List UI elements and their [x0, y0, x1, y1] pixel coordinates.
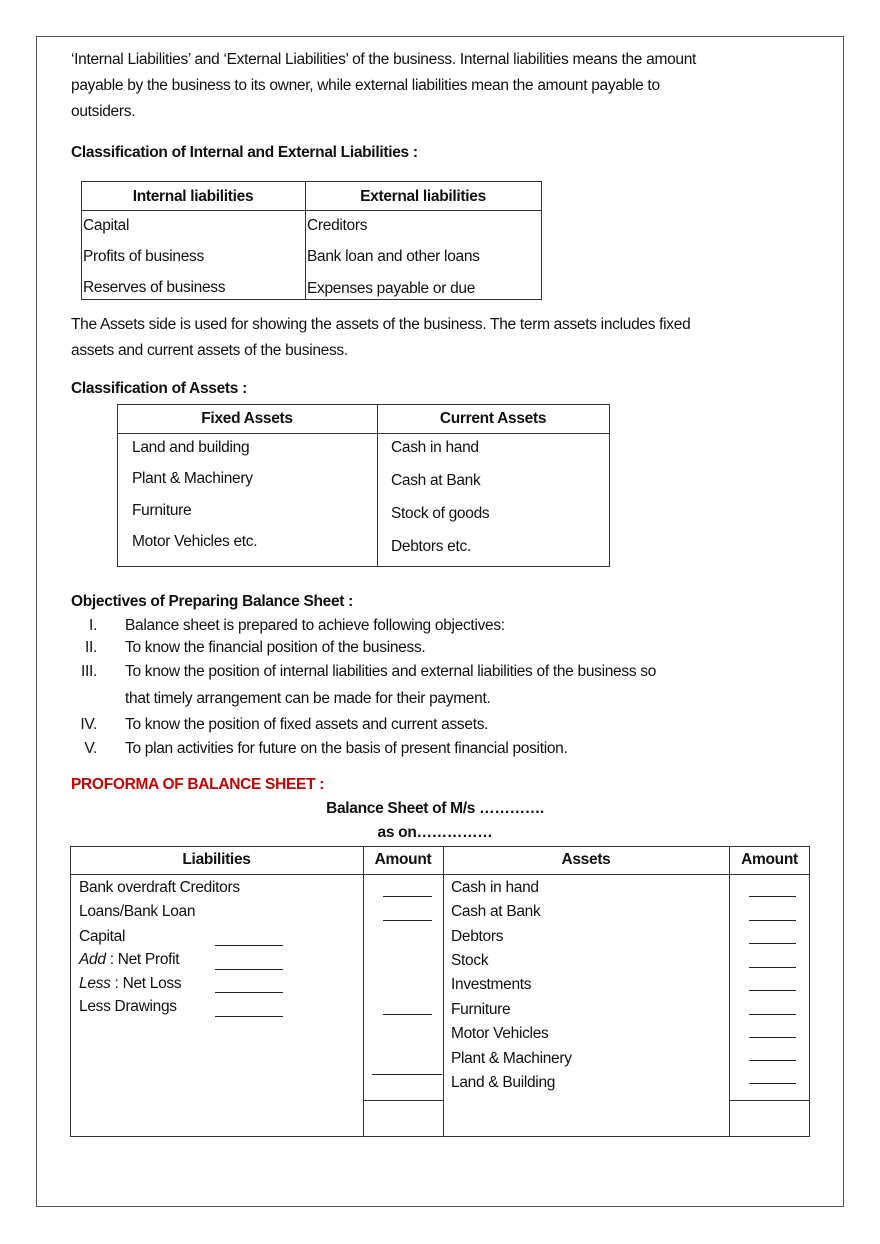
- blank-line: [749, 943, 796, 944]
- list-item: To know the position of fixed assets and current assets.: [125, 716, 489, 733]
- liab-class-heading: Classification of Internal and External Liabilities :: [71, 144, 418, 161]
- col-header: Current Assets: [439, 410, 547, 427]
- cell: Stock of goods: [391, 505, 490, 522]
- list-number: I.: [88, 617, 97, 634]
- blank-line: [749, 990, 796, 991]
- list-item-continued: that timely arrangement can be made for their payment.: [125, 690, 491, 707]
- list-item: To know the financial position of the business.: [125, 639, 426, 656]
- cell: Plant & Machinery: [132, 470, 253, 487]
- list-number: II.: [84, 639, 97, 656]
- label-em: Add: [79, 951, 106, 968]
- blank-line: [383, 920, 432, 921]
- list-item: Balance sheet is prepared to achieve following objectives:: [125, 617, 505, 634]
- label: : Net Loss: [110, 975, 182, 992]
- blank-line: [372, 1074, 442, 1075]
- col-header-amount: Amount: [741, 851, 798, 868]
- assets-intro-line: assets and current assets of the business.: [71, 342, 348, 359]
- list-number: III.: [80, 663, 97, 680]
- liability-item: [79, 974, 181, 994]
- blank-line: [383, 896, 432, 897]
- blank-line: [749, 1037, 796, 1038]
- proforma-heading: PROFORMA OF BALANCE SHEET :: [71, 776, 325, 793]
- assets-intro-line: The Assets side is used for showing the assets of the business. The term assets includes fixed: [71, 316, 691, 333]
- cell: Expenses payable or due: [307, 280, 476, 297]
- intro-line: outsiders.: [71, 103, 136, 120]
- list-item: To plan activities for future on the basis of present financial position.: [125, 740, 568, 757]
- asset-item: Land & Building: [451, 1074, 556, 1091]
- col-header: Internal liabilities: [132, 188, 254, 205]
- cell: Debtors etc.: [391, 538, 471, 555]
- asset-item: Plant & Machinery: [451, 1050, 572, 1067]
- balance-sheet-date: as on……………: [377, 824, 493, 841]
- cell: Reserves of business: [83, 279, 226, 296]
- list-number: V.: [84, 740, 97, 757]
- asset-item: Stock: [451, 952, 489, 969]
- liability-item: Loans/Bank Loan: [79, 903, 196, 920]
- cell: Profits of business: [83, 248, 204, 265]
- blank-line: [749, 1083, 796, 1084]
- blank-line: [215, 1016, 283, 1017]
- asset-item: Motor Vehicles: [451, 1025, 549, 1042]
- col-header-amount: Amount: [374, 851, 432, 868]
- asset-item: Investments: [451, 976, 532, 993]
- liability-item: Bank overdraft Creditors: [79, 879, 240, 896]
- cell: Cash in hand: [391, 439, 479, 456]
- col-header-assets: Assets: [561, 851, 611, 868]
- asset-item: Debtors: [451, 928, 504, 945]
- cell: Creditors: [307, 217, 368, 234]
- liability-item: [79, 950, 179, 970]
- asset-item: Cash at Bank: [451, 903, 541, 920]
- cell: Furniture: [132, 502, 192, 519]
- blank-line: [749, 920, 796, 921]
- cell: Bank loan and other loans: [307, 248, 480, 265]
- blank-line: [749, 896, 796, 897]
- cell: Land and building: [132, 439, 250, 456]
- cell: Capital: [83, 217, 130, 234]
- cell: Cash at Bank: [391, 472, 481, 489]
- col-header: Fixed Assets: [201, 410, 293, 427]
- col-header-liabilities: Liabilities: [182, 851, 251, 868]
- blank-line: [749, 967, 796, 968]
- blank-line: [749, 1060, 796, 1061]
- list-item: To know the position of internal liabilities and external liabilities of the business so: [125, 663, 657, 680]
- asset-item: Furniture: [451, 1001, 511, 1018]
- objectives-heading: Objectives of Preparing Balance Sheet :: [71, 593, 354, 610]
- col-header: External liabilities: [360, 188, 486, 205]
- blank-line: [749, 1014, 796, 1015]
- label: : Net Profit: [105, 951, 180, 968]
- label-em: Less: [79, 975, 111, 992]
- balance-sheet-title: Balance Sheet of M/s ………….: [326, 800, 544, 817]
- intro-line: payable by the business to its owner, while external liabilities mean the amount payable to: [71, 77, 660, 94]
- blank-line: [215, 992, 283, 993]
- blank-line: [383, 1014, 432, 1015]
- liability-item: Capital: [79, 928, 126, 945]
- blank-line: [215, 969, 283, 970]
- liability-item: Less Drawings: [79, 998, 177, 1015]
- cell: Motor Vehicles etc.: [132, 533, 258, 550]
- list-number: IV.: [80, 716, 97, 733]
- asset-item: Cash in hand: [451, 879, 539, 896]
- blank-line: [215, 945, 283, 946]
- asset-class-heading: Classification of Assets :: [71, 380, 247, 397]
- intro-line: ‘Internal Liabilities’ and ‘External Liabilities’ of the business. Internal liabilities means the amount: [71, 51, 697, 68]
